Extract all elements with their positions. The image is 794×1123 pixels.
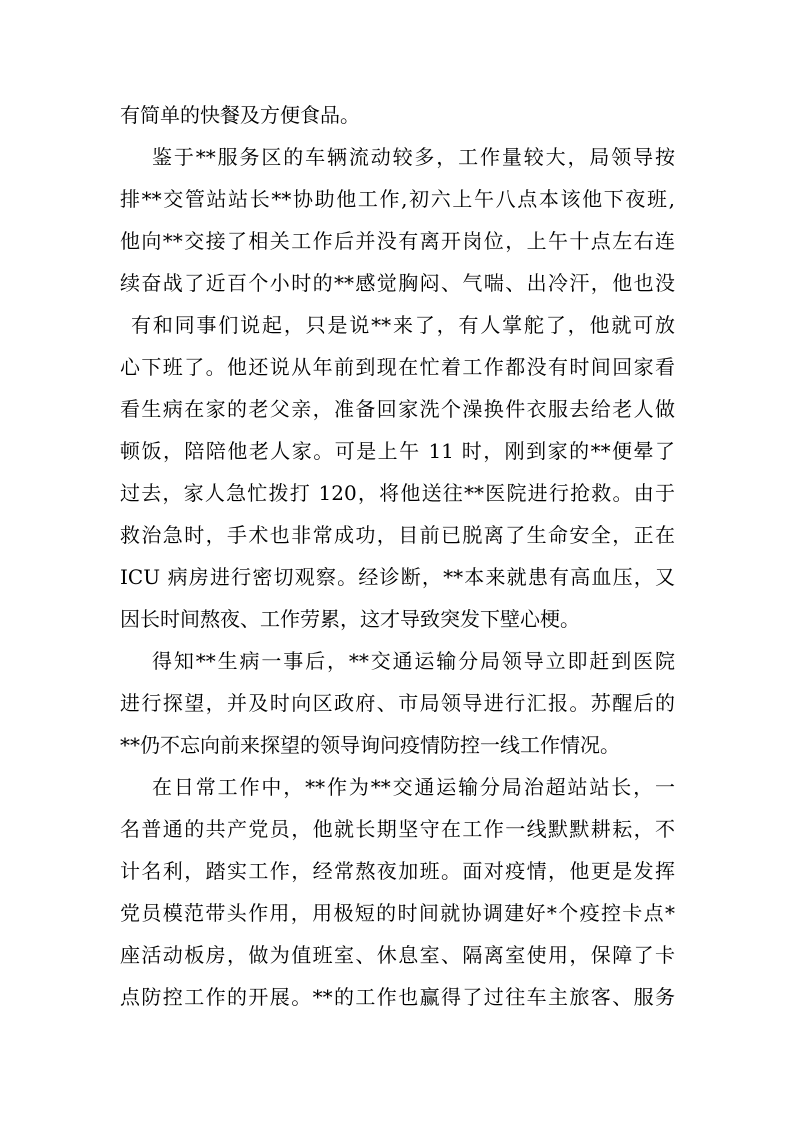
paragraph-line: 救治急时，手术也非常成功，目前已脱离了生命安全，正在 <box>120 523 675 547</box>
paragraph-line: **仍不忘向前来探望的领导询问疫情防控一线工作情况。 <box>120 733 620 757</box>
paragraph-line: 有和同事们说起，只是说**来了，有人掌舵了，他就可放 <box>131 313 675 337</box>
paragraph-line: 名普通的共产党员，他就长期坚守在工作一线默默耕耘，不 <box>120 817 675 841</box>
paragraph-line: 进行探望，并及时向区政府、市局领导进行汇报。苏醒后的 <box>120 691 675 715</box>
paragraph-line: 点防控工作的开展。**的工作也赢得了过往车主旅客、服务 <box>120 985 675 1009</box>
paragraph-line: 党员模范带头作用，用极短的时间就协调建好*个疫控卡点* <box>120 901 675 925</box>
paragraph-line: 因长时间熬夜、工作劳累，这才导致突发下壁心梗。 <box>120 607 580 631</box>
paragraph-line: 心下班了。他还说从年前到现在忙着工作都没有时间回家看 <box>120 355 675 379</box>
paragraph-line: 座活动板房，做为值班室、休息室、隔离室使用，保障了卡 <box>120 943 675 967</box>
paragraph-line: 他向**交接了相关工作后并没有离开岗位，上午十点左右连 <box>120 229 675 253</box>
paragraph-line: ICU 病房进行密切观察。经诊断，**本来就患有高血压，又 <box>120 565 675 589</box>
paragraph-line: 续奋战了近百个小时的**感觉胸闷、气喘、出冷汗，他也没 <box>120 271 675 295</box>
paragraph-line: 在日常工作中，**作为**交通运输分局治超站站长，一 <box>152 775 675 799</box>
paragraph-line: 排**交管站站长**协助他工作,初六上午八点本该他下夜班, <box>120 187 675 211</box>
paragraph-line: 过去，家人急忙拨打 120，将他送往**医院进行抢救。由于 <box>120 481 675 505</box>
paragraph-line: 鉴于**服务区的车辆流动较多，工作量较大，局领导按 <box>152 145 675 169</box>
paragraph-line: 看生病在家的老父亲，准备回家洗个澡换件衣服去给老人做 <box>120 397 675 421</box>
paragraph-line: 计名利，踏实工作，经常熬夜加班。面对疫情，他更是发挥 <box>120 859 675 883</box>
paragraph-line: 有简单的快餐及方便食品。 <box>120 103 360 127</box>
paragraph-line: 顿饭，陪陪他老人家。可是上午 11 时，刚到家的**便晕了 <box>120 439 675 463</box>
paragraph-line: 得知**生病一事后，**交通运输分局领导立即赶到医院 <box>152 649 675 673</box>
